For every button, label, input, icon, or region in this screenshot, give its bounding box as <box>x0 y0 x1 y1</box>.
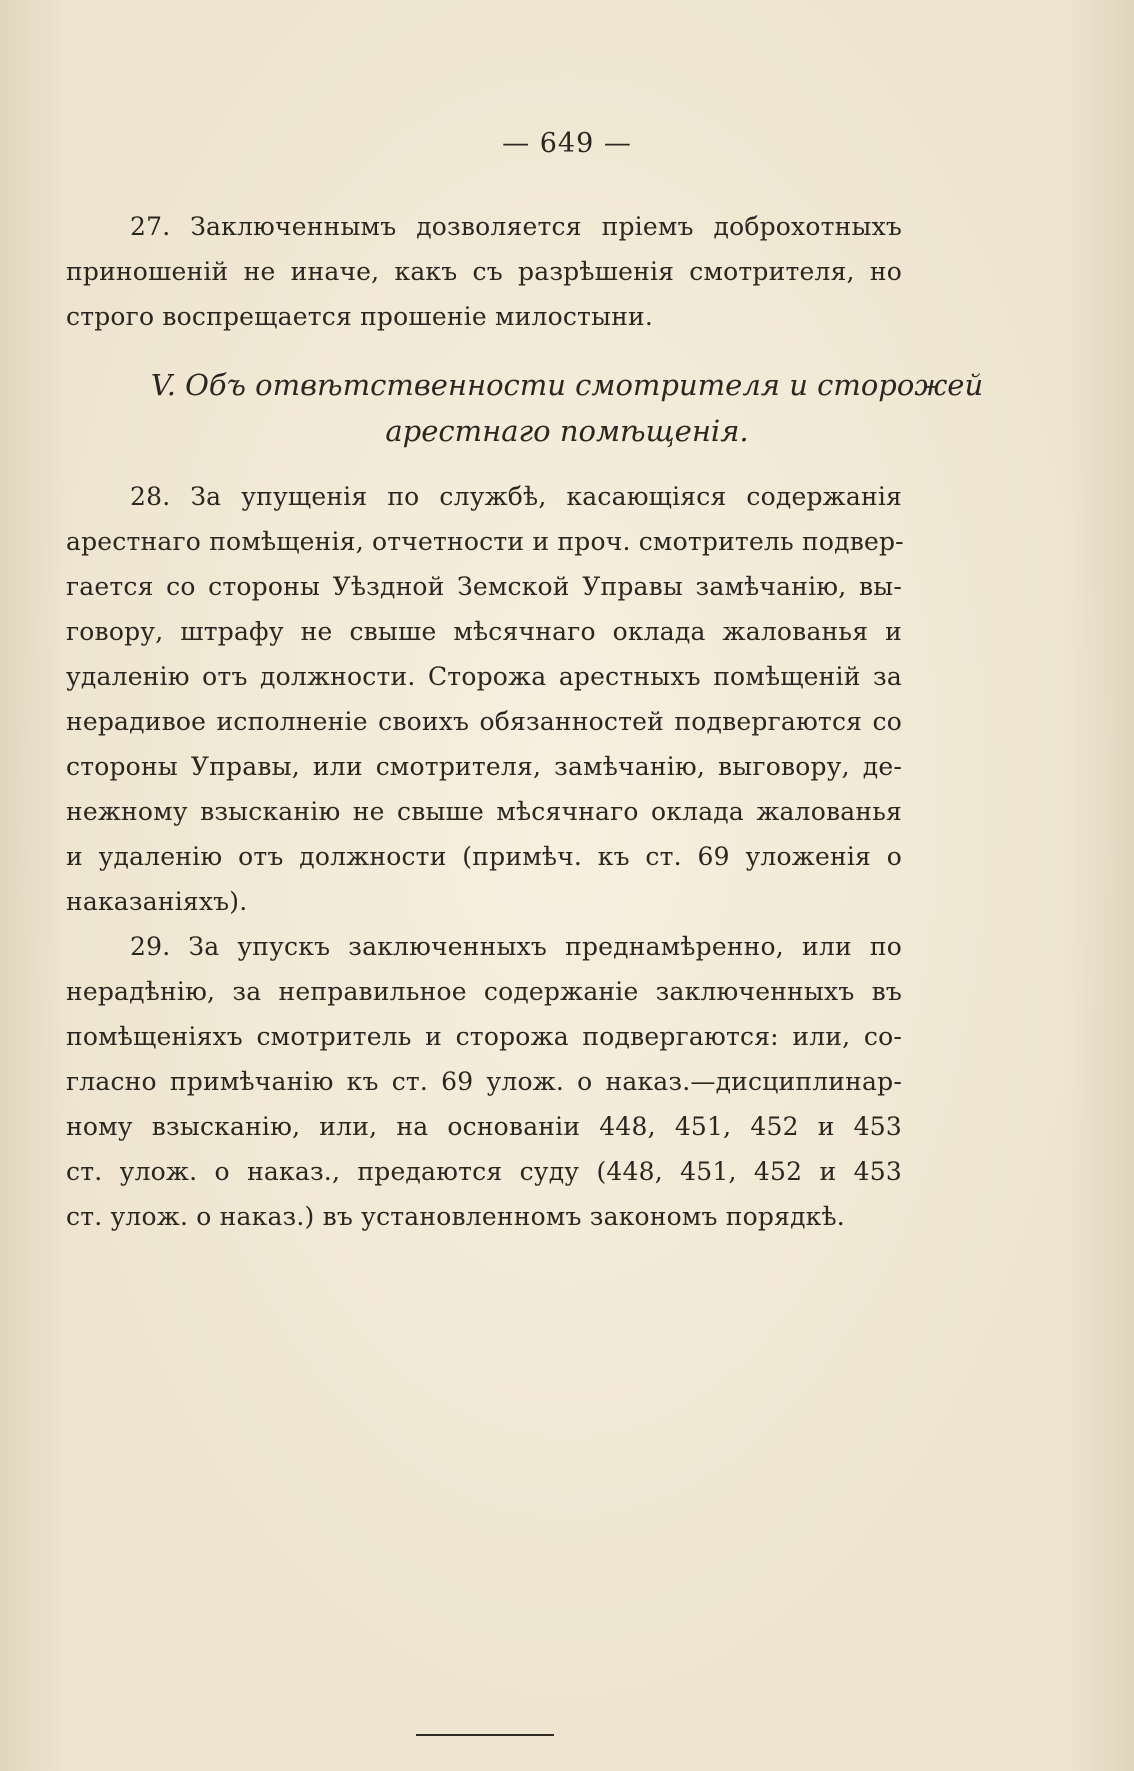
paragraph-line: удаленію отъ должности. Сторожа арестныхъ помѣщеній за <box>66 662 902 691</box>
paragraph-line: 29. За упускъ заключенныхъ преднамѣренно, или по <box>130 932 902 961</box>
end-rule <box>416 1734 554 1736</box>
paragraph-line: арестнаго помѣщенія, отчетности и проч. смотритель подвер- <box>66 527 904 556</box>
paragraph-28 <box>66 474 902 924</box>
paragraph-line: гласно примѣчанію къ ст. 69 улож. о наказ.—дисциплинар- <box>66 1067 902 1096</box>
paragraph-line: строго воспрещается прошеніе милостыни. <box>66 302 654 331</box>
paragraph-line: нерадивое исполненіе своихъ обязанностей подвергаются со <box>66 707 902 736</box>
page-number: — 649 — <box>502 128 632 159</box>
paragraph-27 <box>66 204 902 339</box>
paragraph-line: помѣщеніяхъ смотритель и сторожа подвергаются: или, со- <box>66 1022 902 1051</box>
paragraph-line: ст. улож. о наказ., предаются суду (448, 451, 452 и 453 <box>66 1157 902 1186</box>
section-heading-line-2: арестнаго помѣщенія. <box>385 414 749 448</box>
section-heading-line-1: V. Объ отвѣтственности смотрителя и сторожей <box>150 368 984 402</box>
paragraph-line: стороны Управы, или смотрителя, замѣчанію, выговору, де- <box>66 752 902 781</box>
paragraph-line: 27. Заключеннымъ дозволяется пріемъ доброхотныхъ <box>130 212 902 241</box>
paragraph-line: говору, штрафу не свыше мѣсячнаго оклада жалованья и <box>66 617 902 646</box>
paragraph-line: 28. За упущенія по службѣ, касающіяся содержанія <box>130 482 902 511</box>
paragraph-line: нерадѣнію, за неправильное содержаніе заключенныхъ въ <box>66 977 902 1006</box>
paragraph-line: нежному взысканію не свыше мѣсячнаго оклада жалованья <box>66 797 902 826</box>
paragraph-line: ст. улож. о наказ.) въ установленномъ закономъ порядкѣ. <box>66 1202 845 1231</box>
section-heading <box>0 362 1134 454</box>
paragraph-line: наказаніяхъ). <box>66 887 248 916</box>
paragraph-line: и удаленію отъ должности (примѣч. къ ст. 69 уложенія о <box>66 842 902 871</box>
paragraph-line: приношеній не иначе, какъ съ разрѣшенія смотрителя, но <box>66 257 902 286</box>
paragraph-line: гается со стороны Уѣздной Земской Управы замѣчанію, вы- <box>66 572 902 601</box>
paragraph-line: ному взысканію, или, на основаніи 448, 451, 452 и 453 <box>66 1112 902 1141</box>
paragraph-29 <box>66 924 902 1239</box>
